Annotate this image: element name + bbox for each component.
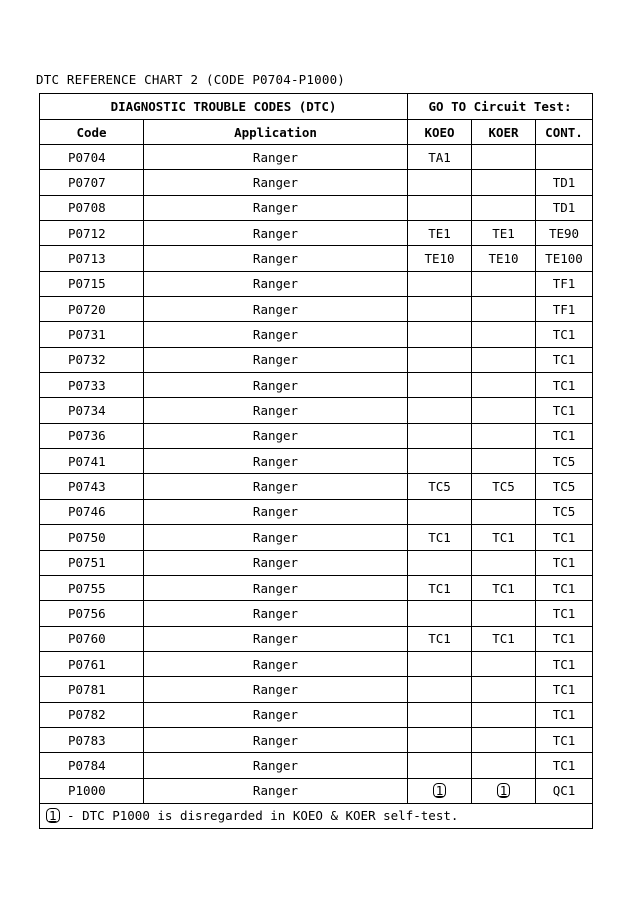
koer-cell <box>472 727 536 752</box>
table-row <box>40 297 593 322</box>
koeo-cell <box>408 347 472 372</box>
application-cell: Ranger <box>144 297 408 322</box>
table-row <box>40 398 593 423</box>
cont-cell: TE100 <box>536 246 593 271</box>
table-row <box>40 702 593 727</box>
application-cell: Ranger <box>144 727 408 752</box>
koer-cell <box>472 449 536 474</box>
koer-cell <box>472 322 536 347</box>
koeo-cell: TC1 <box>408 575 472 600</box>
cont-column-header: CONT. <box>536 120 593 145</box>
table-row <box>40 575 593 600</box>
code-cell: P0741 <box>40 449 144 474</box>
application-cell: Ranger <box>144 195 408 220</box>
chart-title: DTC REFERENCE CHART 2 (CODE P0704-P1000) <box>36 72 346 87</box>
application-cell: Ranger <box>144 626 408 651</box>
table-row <box>40 550 593 575</box>
footnote-marker: 1 <box>46 808 60 823</box>
cont-cell: TC5 <box>536 449 593 474</box>
code-cell: P0784 <box>40 753 144 778</box>
koeo-cell <box>408 499 472 524</box>
koer-cell <box>472 677 536 702</box>
code-cell: P0756 <box>40 601 144 626</box>
application-cell: Ranger <box>144 575 408 600</box>
dtc-group-header: DIAGNOSTIC TROUBLE CODES (DTC) <box>40 94 408 120</box>
code-cell: P0720 <box>40 297 144 322</box>
cont-cell: TF1 <box>536 297 593 322</box>
cont-cell: TC1 <box>536 373 593 398</box>
koeo-cell: TE10 <box>408 246 472 271</box>
table-row <box>40 525 593 550</box>
table-row <box>40 753 593 778</box>
table-row <box>40 271 593 296</box>
application-cell: Ranger <box>144 601 408 626</box>
dtc-reference-table <box>39 93 593 829</box>
koeo-cell <box>408 373 472 398</box>
code-cell: P0782 <box>40 702 144 727</box>
koeo-cell <box>408 449 472 474</box>
application-cell: Ranger <box>144 702 408 727</box>
code-cell: P0731 <box>40 322 144 347</box>
table-row <box>40 423 593 448</box>
koeo-cell <box>408 778 472 803</box>
application-cell: Ranger <box>144 347 408 372</box>
footnote <box>40 803 593 828</box>
code-cell: P0783 <box>40 727 144 752</box>
cont-cell: TC5 <box>536 474 593 499</box>
cont-cell: TC1 <box>536 525 593 550</box>
cont-cell: TC1 <box>536 601 593 626</box>
cont-cell: TC1 <box>536 651 593 676</box>
table-row <box>40 499 593 524</box>
table-row <box>40 373 593 398</box>
koeo-cell <box>408 271 472 296</box>
koeo-cell: TC5 <box>408 474 472 499</box>
koer-cell <box>472 347 536 372</box>
code-cell: P0708 <box>40 195 144 220</box>
koer-cell <box>472 499 536 524</box>
circuit-test-group-header: GO TO Circuit Test: <box>408 94 593 120</box>
table-row <box>40 449 593 474</box>
table-row <box>40 145 593 170</box>
code-cell: P0736 <box>40 423 144 448</box>
koeo-cell: TE1 <box>408 221 472 246</box>
koer-cell <box>472 195 536 220</box>
code-cell: P0750 <box>40 525 144 550</box>
table-row <box>40 170 593 195</box>
koeo-cell: TC1 <box>408 525 472 550</box>
footnote-reference-marker: 1 <box>497 783 511 798</box>
koeo-cell <box>408 398 472 423</box>
koeo-cell: TC1 <box>408 626 472 651</box>
application-cell: Ranger <box>144 246 408 271</box>
koeo-cell <box>408 550 472 575</box>
code-cell: P1000 <box>40 778 144 803</box>
koeo-cell <box>408 297 472 322</box>
code-column-header: Code <box>40 120 144 145</box>
code-cell: P0760 <box>40 626 144 651</box>
koeo-cell <box>408 601 472 626</box>
koeo-cell <box>408 677 472 702</box>
cont-cell: TC1 <box>536 347 593 372</box>
koeo-cell <box>408 322 472 347</box>
koeo-column-header: KOEO <box>408 120 472 145</box>
table-row <box>40 347 593 372</box>
application-cell: Ranger <box>144 525 408 550</box>
application-cell: Ranger <box>144 322 408 347</box>
koer-cell: TE1 <box>472 221 536 246</box>
cont-cell: TD1 <box>536 170 593 195</box>
application-cell: Ranger <box>144 753 408 778</box>
code-cell: P0712 <box>40 221 144 246</box>
cont-cell: TC1 <box>536 398 593 423</box>
koer-cell <box>472 651 536 676</box>
footnote-text: - DTC P1000 is disregarded in KOEO & KOER self-test. <box>59 808 459 824</box>
cont-cell: TD1 <box>536 195 593 220</box>
table-row <box>40 221 593 246</box>
koer-cell <box>472 550 536 575</box>
code-cell: P0715 <box>40 271 144 296</box>
table-row <box>40 195 593 220</box>
koeo-cell <box>408 702 472 727</box>
koeo-cell <box>408 727 472 752</box>
table-row <box>40 677 593 702</box>
table-row <box>40 778 593 803</box>
application-column-header: Application <box>144 120 408 145</box>
koer-cell <box>472 297 536 322</box>
code-cell: P0713 <box>40 246 144 271</box>
cont-cell: TC1 <box>536 753 593 778</box>
cont-cell: TE90 <box>536 221 593 246</box>
cont-cell: TF1 <box>536 271 593 296</box>
koer-cell: TE10 <box>472 246 536 271</box>
code-cell: P0755 <box>40 575 144 600</box>
code-cell: P0704 <box>40 145 144 170</box>
koeo-cell: TA1 <box>408 145 472 170</box>
koer-cell: TC1 <box>472 575 536 600</box>
application-cell: Ranger <box>144 550 408 575</box>
cont-cell: TC5 <box>536 499 593 524</box>
application-cell: Ranger <box>144 778 408 803</box>
koeo-cell <box>408 753 472 778</box>
table-row <box>40 322 593 347</box>
table-row <box>40 601 593 626</box>
cont-cell: TC1 <box>536 727 593 752</box>
application-cell: Ranger <box>144 499 408 524</box>
code-cell: P0751 <box>40 550 144 575</box>
application-cell: Ranger <box>144 677 408 702</box>
table-row <box>40 626 593 651</box>
dtc-table-body <box>40 145 593 804</box>
application-cell: Ranger <box>144 423 408 448</box>
code-cell: P0746 <box>40 499 144 524</box>
koer-cell <box>472 271 536 296</box>
cont-cell: TC1 <box>536 550 593 575</box>
cont-cell: TC1 <box>536 702 593 727</box>
koer-cell <box>472 423 536 448</box>
code-cell: P0761 <box>40 651 144 676</box>
cont-cell: TC1 <box>536 423 593 448</box>
cont-cell: TC1 <box>536 322 593 347</box>
cont-cell: TC1 <box>536 575 593 600</box>
koer-cell <box>472 145 536 170</box>
koeo-cell <box>408 423 472 448</box>
code-cell: P0743 <box>40 474 144 499</box>
koer-cell <box>472 170 536 195</box>
cont-cell: TC1 <box>536 626 593 651</box>
koer-cell <box>472 778 536 803</box>
koer-cell: TC5 <box>472 474 536 499</box>
application-cell: Ranger <box>144 145 408 170</box>
koeo-cell <box>408 195 472 220</box>
application-cell: Ranger <box>144 271 408 296</box>
cont-cell: QC1 <box>536 778 593 803</box>
application-cell: Ranger <box>144 170 408 195</box>
application-cell: Ranger <box>144 474 408 499</box>
koer-column-header: KOER <box>472 120 536 145</box>
table-row <box>40 727 593 752</box>
code-cell: P0734 <box>40 398 144 423</box>
code-cell: P0732 <box>40 347 144 372</box>
koer-cell <box>472 702 536 727</box>
koer-cell <box>472 601 536 626</box>
koer-cell: TC1 <box>472 626 536 651</box>
application-cell: Ranger <box>144 651 408 676</box>
application-cell: Ranger <box>144 398 408 423</box>
koeo-cell <box>408 651 472 676</box>
table-row <box>40 651 593 676</box>
table-row <box>40 474 593 499</box>
koer-cell <box>472 398 536 423</box>
koer-cell <box>472 753 536 778</box>
cont-cell <box>536 145 593 170</box>
code-cell: P0733 <box>40 373 144 398</box>
application-cell: Ranger <box>144 373 408 398</box>
code-cell: P0781 <box>40 677 144 702</box>
koer-cell <box>472 373 536 398</box>
koer-cell: TC1 <box>472 525 536 550</box>
koeo-cell <box>408 170 472 195</box>
table-row <box>40 246 593 271</box>
footnote-reference-marker: 1 <box>433 783 447 798</box>
application-cell: Ranger <box>144 221 408 246</box>
application-cell: Ranger <box>144 449 408 474</box>
code-cell: P0707 <box>40 170 144 195</box>
cont-cell: TC1 <box>536 677 593 702</box>
